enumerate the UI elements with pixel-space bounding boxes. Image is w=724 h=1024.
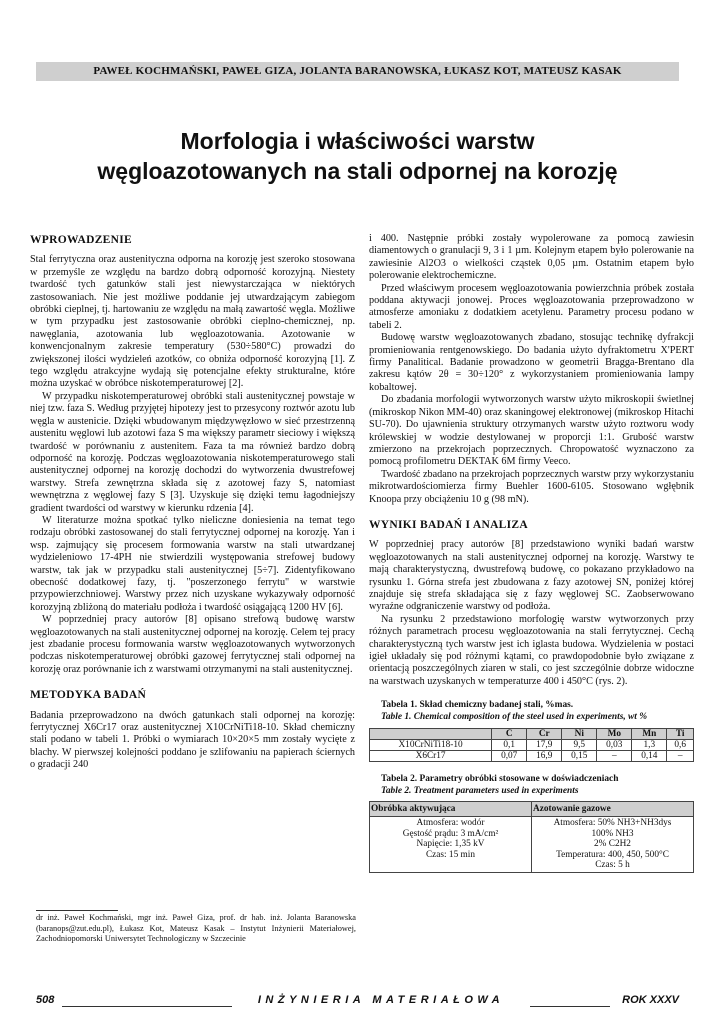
authors-bar: PAWEŁ KOCHMAŃSKI, PAWEŁ GIZA, JOLANTA BARANOWSKA, ŁUKASZ KOT, MATEUSZ KASAK — [36, 62, 679, 81]
table-header-row — [370, 802, 694, 817]
table2-block — [369, 774, 694, 873]
table2 — [369, 801, 694, 873]
footer-rule-right — [530, 1006, 610, 1007]
table-cell: 0,07 — [492, 751, 527, 762]
page-footer — [36, 994, 679, 1010]
journal-year: ROK XXXV — [622, 994, 679, 1006]
article-title — [36, 126, 679, 186]
paragraph: Budowę warstw węgloazotowanych zbadano, stosując technikę dyfrakcji promieniowania rentgenowskiego. Do badania użyto dyfraktometru X'PERT firmy Panalitical. Badanie prowadzono w geometrii Bragga-Brentano dla zakresu kątów 2θ = 30÷120° z wykorzystaniem promieniowania lampy kobaltowej. — [369, 332, 694, 393]
param-line: 2% C2H2 — [594, 839, 631, 850]
table-header-cell — [370, 729, 492, 740]
table-header-cell: Ni — [562, 729, 597, 740]
table-cell — [532, 817, 694, 873]
table-cell: – — [667, 751, 694, 762]
title-line-1: Morfologia i właściwości warstw — [180, 128, 535, 154]
table-row — [370, 817, 694, 873]
footnote-separator — [36, 910, 118, 911]
table-cell: 0,03 — [597, 740, 632, 751]
paragraph: i 400. Następnie próbki zostały wypolerowane za pomocą zawiesin diamentowych o granulacji 9, 3 i 1 µm. Kolejnym etapem było polerowanie na zawiesinie Al2O3 o wielkości cząstek 0,05 µm. Ostatnim etapem było polerowanie elektrochemiczne. — [369, 233, 694, 282]
paragraph: Do zbadania morfologii wytworzonych warstw użyto mikroskopii świetlnej (mikroskop Nikon MM-40) oraz skaningowej elektronowej (mikroskop Hitachi SU-70). Do ujawnienia struktury otrzymanych warstw użyto roztworu wody królewskiej w wodzie destylowanej w proporcji 1:1. Grubość warstw zmierzono na przekrojach poprzecznych. Chropowatość wyznaczono za pomocą profilometru DEKTAK 6M firmy Veeco. — [369, 394, 694, 468]
table-header-cell: Obróbka aktywująca — [370, 802, 532, 817]
paragraph: W poprzedniej pracy autorów [8] opisano strefową budowę warstw węgloazotowanych na stali austenitycznej odpornej na korozję. Celem tej pracy jest zbadanie procesu formowania warstw węgloazotowanych wytworzonych podczas niskotemperaturowej obróbki gazowej ferrytycznej stali odpornej na korozję oraz porównanie ich z warstwami otrzymanymi na stali austenitycznej. — [30, 614, 355, 675]
table-cell — [370, 817, 532, 873]
table-header-cell: Mo — [597, 729, 632, 740]
table1 — [369, 728, 694, 762]
table-row — [370, 751, 694, 762]
table-cell: 0,1 — [492, 740, 527, 751]
section-heading-results: WYNIKI BADAŃ I ANALIZA — [369, 518, 528, 531]
title-line-2: węgloazotowanych na stali odpornej na korozję — [97, 158, 618, 184]
paragraph: W przypadku niskotemperaturowej obróbki stali austenitycznej powstaje w niej tzw. faza S. Według przyjętej hipotezy jest to przesycony roztwór azotu lub węgla w austenicie. Dzięki wbudowanym międzywęzłowo w sieć przestrzenną austenitu węglowi lub azotowi faza S ma większy parametr sieciowy i większą twardość w porównaniu z austenitem. Faza ta ma również bardzo dobrą odporność na korozję. Podczas węgloazotowania niskotemperaturowego stali austenitycznej odpornej na korozję dochodzi do wytworzenia dwustrefowej warstwy. Strefa zewnętrzna składa się z azotowej fazy S, natomiast wewnętrzna z węglowej fazy S [3]. Uzyskuje się dzięki temu łagodniejszy gradient twardości od warstwy w kierunku rdzenia [4]. — [30, 390, 355, 514]
section-heading-intro: WPROWADZENIE — [30, 234, 133, 246]
table2-caption-pl: Tabela 2. Parametry obróbki stosowane w doświadczeniach — [381, 774, 619, 785]
table1-caption-en: Table 1. Chemical composition of the steel used in experiments, wt % — [381, 711, 648, 722]
table1-caption-pl: Tabela 1. Skład chemiczny badanej stali, %mas. — [381, 700, 574, 711]
param-line: Atmosfera: wodór — [416, 818, 485, 829]
table-cell: 9,5 — [562, 740, 597, 751]
param-line: Gęstość prądu: 3 mA/cm² — [402, 828, 499, 839]
page-number: 508 — [36, 994, 55, 1006]
footnote: dr inż. Paweł Kochmański, mgr inż. Paweł Giza, prof. dr hab. inż. Jolanta Baranowska (baranops@zut.edu.pl), Łukasz Kot, Mateusz Kasak – Instytut Inżynierii Materiałowej, Zachodniopomorski Uniwersytet Technologiczny w Szczecinie — [36, 913, 356, 944]
param-line: 100% NH3 — [591, 828, 634, 839]
table-cell: X10CrNiTi18-10 — [370, 740, 492, 751]
table-cell: 0,15 — [562, 751, 597, 762]
left-column — [30, 234, 355, 772]
paragraph: W poprzedniej pracy autorów [8] przedstawiono wyniki badań warstw węgloazotowanych na stali austenitycznej odpornej na korozję. Warstwy te mają charakterystyczną, dwustrefową budowę, co pokazano przykładowo na rysunku 1. Górna strefa jest zbudowana z fazy azotowej SN, poniżej której znajduje się strefa składająca się z fazy węglowej SC. Zaobserwowano wyraźne odgraniczenie warstwy od podłoża. — [369, 539, 694, 613]
param-line: Napięcie: 1,35 kV — [416, 839, 485, 850]
footer-rule-left — [62, 1006, 232, 1007]
table-header-cell: Cr — [527, 729, 562, 740]
section-heading-method: METODYKA BADAŃ — [30, 689, 147, 702]
right-column — [369, 233, 694, 873]
paragraph: W literaturze można spotkać tylko nieliczne doniesienia na temat tego rodzaju obróbki zastosowanej do stali ferrytycznej odpornej na korozję. Yan i wsp. zajmujący się procesem formowania warstw na stali utwardzanej wydzieleniowo 17-4PH nie stwierdzili występowania strefowej budowy warstw, tak jak w przypadku stali austenitycznej [5÷7]. Zidentyfikowano obecność dodatkowej fazy, tj. "poszerzonego ferrytu" w warstwie przypowierzchniowej. Warstwy przez nich uzyskane wykazywały odporność korozyjną zbliżoną do materiału podłoża i twardość osiągającą 1200 HV [6]. — [30, 514, 355, 613]
journal-name: INŻYNIERIA MATERIAŁOWA — [257, 994, 505, 1006]
table-header-cell: C — [492, 729, 527, 740]
paragraph: Stal ferrytyczna oraz austenityczna odporna na korozję jest szeroko stosowana w przemyśle ze względu na bardzo dobrą odporność korozyjną. Niestety twardość tych gatunków stali jest niewystarczająca w niektórych zastosowaniach. Nie jest możliwe poddanie jej utwardzającym zabiegom obróbki cieplnej, tj. hartowaniu ze względu na małą zawartość węgla. Możliwe w tym przypadku jest zastosowanie obróbki cieplno-chemicznej, np. nawęglania, azotowania lub węgloazotowania. Azotowanie w konwencjonalnym zakresie temperatury (530÷580°C) prowadzi do zwiększonej ilości wydzieleń azotków, co obniża odporność korozyjną [1]. Z tego względu atrakcyjne wydają się potencjalne efekty strukturalne, które można uzyskać w obróbce niskotemperaturowej [2]. — [30, 254, 355, 390]
table-header-cell: Ti — [667, 729, 694, 740]
param-line: Atmosfera: 50% NH3+NH3dys — [553, 818, 672, 829]
table-cell: 17,9 — [527, 740, 562, 751]
paragraph: Na rysunku 2 przedstawiono morfologię warstw wytworzonych przy różnych parametrach procesu węgloazotowania na stali ferrytycznej. Cechą charakterystyczną tych warstw jest ich iglasta budowa. Wydzielenia w postaci igieł układały się pod różnymi kątami, co prawdopodobnie było związane z orientacją poszczególnych ziaren w stali, co jest szczególnie dobrze widoczne na warstwach uzyskanych w temperaturze 400 i 450°C (rys. 2). — [369, 613, 694, 687]
param-line: Czas: 15 min — [425, 849, 476, 860]
table-cell: 0,6 — [667, 740, 694, 751]
param-line: Temperatura: 400, 450, 500°C — [556, 849, 669, 860]
table-cell: – — [597, 751, 632, 762]
table-row — [370, 740, 694, 751]
paragraph: Badania przeprowadzono na dwóch gatunkach stali odpornej na korozję: ferrytycznej X6Cr17 oraz austenitycznej X10CrNiTi18-10. Skład chemiczny stali podano w tabeli 1. Próbki o wymiarach 10×20×5 mm zostały wycięte z blachy. W pierwszej kolejności poddano je szlifowaniu na papierach ściernych o gradacji 240 — [30, 709, 355, 771]
paragraph: Przed właściwym procesem węgloazotowania powierzchnia próbek została poddana aktywacji jonowej. Proces węgloazotowania przeprowadzono w atmosferze amoniaku z dodatkiem acetylenu. Parametry procesu podano w tabeli 2. — [369, 282, 694, 331]
table-cell: X6Cr17 — [370, 751, 492, 762]
paragraph: Twardość zbadano na przekrojach poprzecznych warstw przy wykorzystaniu mikrotwardościomierza firmy Buehler 1600-6105. Stosowano wgłębnik Knoopa przy obciążeniu 10 g (98 mN). — [369, 468, 694, 505]
table-cell: 0,14 — [632, 751, 667, 762]
table-header-cell: Mn — [632, 729, 667, 740]
table-header-row — [370, 729, 694, 740]
param-line: Czas: 5 h — [595, 860, 630, 871]
table-cell: 16,9 — [527, 751, 562, 762]
table1-block — [369, 700, 694, 762]
table2-caption-en: Table 2. Treatment parameters used in experiments — [381, 785, 579, 796]
table-header-cell: Azotowanie gazowe — [532, 802, 694, 817]
table-cell: 1,3 — [632, 740, 667, 751]
